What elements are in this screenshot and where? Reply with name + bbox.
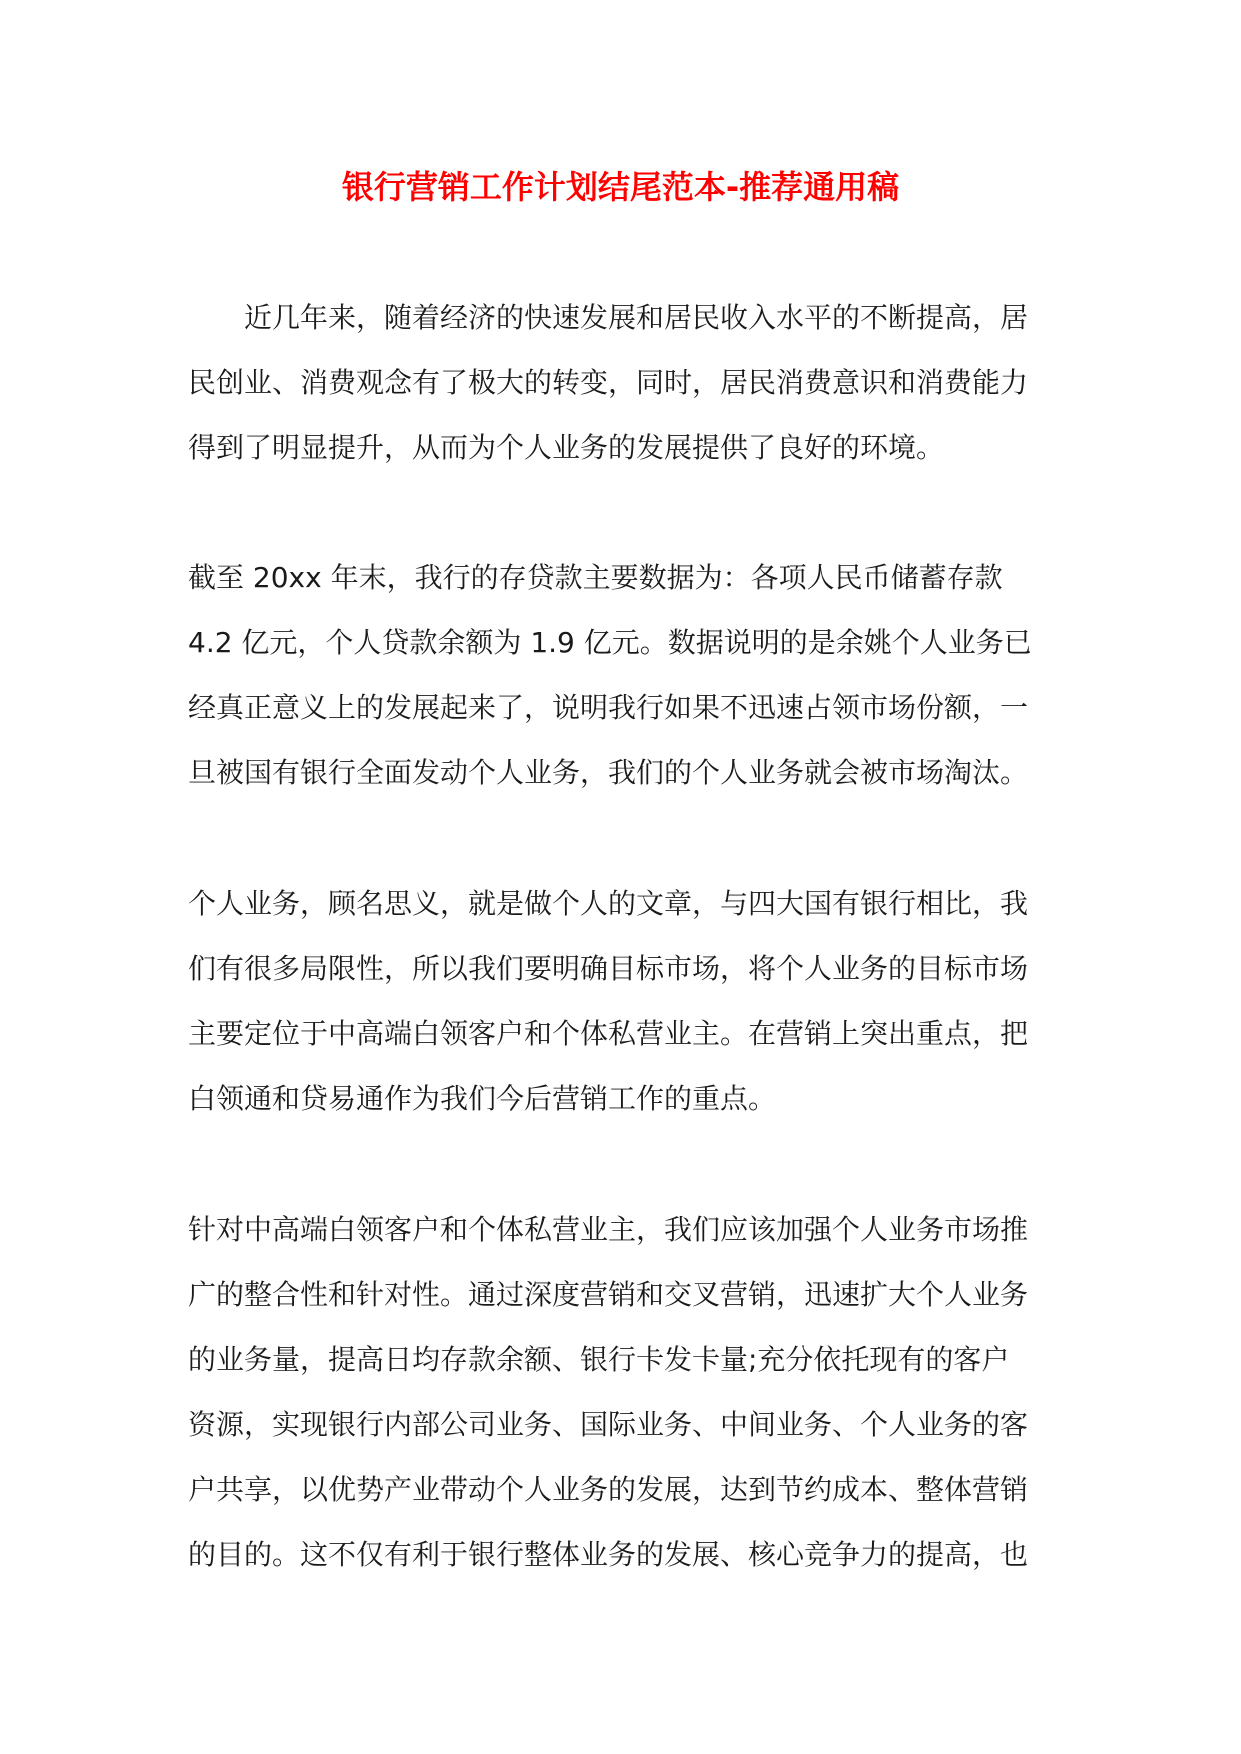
paragraph-line: 的业务量，提高日均存款余额、银行卡发卡量;充分依托现有的客户 — [188, 1343, 1010, 1376]
paragraph-line: 的目的。这不仅有利于银行整体业务的发展、核心竞争力的提高，也 — [188, 1538, 1029, 1571]
document-title: 银行营销工作计划结尾范本-推荐通用稿 — [341, 168, 900, 206]
paragraph-line: 主要定位于中高端白领客户和个体私营业主。在营销上突出重点，把 — [188, 1017, 1029, 1050]
paragraph-4 — [188, 1197, 1068, 1587]
paragraph-line: 旦被国有银行全面发动个人业务，我们的个人业务就会被市场淘汰。 — [188, 756, 1029, 789]
paragraph-line: 白领通和贷易通作为我们今后营销工作的重点。 — [188, 1082, 777, 1115]
paragraph-line: 们有很多局限性，所以我们要明确目标市场，将个人业务的目标市场 — [188, 952, 1029, 985]
paragraph-line: 截至 20xx 年末，我行的存贷款主要数据为：各项人民币储蓄存款 — [188, 561, 1003, 594]
paragraph-line: 广的整合性和针对性。通过深度营销和交叉营销，迅速扩大个人业务 — [188, 1278, 1029, 1311]
paragraph-line: 资源，实现银行内部公司业务、国际业务、中间业务、个人业务的客 — [188, 1408, 1029, 1441]
paragraph-line: 个人业务，顾名思义，就是做个人的文章，与四大国有银行相比，我 — [188, 887, 1029, 920]
paragraph-line: 经真正意义上的发展起来了，说明我行如果不迅速占领市场份额，一 — [188, 691, 1029, 724]
paragraph-line: 针对中高端白领客户和个体私营业主，我们应该加强个人业务市场推 — [188, 1213, 1029, 1246]
paragraph-line: 4.2 亿元，个人贷款余额为 1.9 亿元。数据说明的是余姚个人业务已 — [188, 626, 1032, 659]
paragraph-line: 民创业、消费观念有了极大的转变，同时，居民消费意识和消费能力 — [188, 366, 1029, 399]
paragraph-line: 户共享，以优势产业带动个人业务的发展，达到节约成本、整体营销 — [188, 1473, 1029, 1506]
paragraph-2 — [188, 545, 1068, 805]
paragraph-1 — [188, 285, 1068, 480]
paragraph-line: 得到了明显提升，从而为个人业务的发展提供了良好的环境。 — [188, 431, 945, 464]
paragraph-line: 近几年来，随着经济的快速发展和居民收入水平的不断提高，居 — [244, 301, 1029, 334]
paragraph-3 — [188, 871, 1068, 1131]
